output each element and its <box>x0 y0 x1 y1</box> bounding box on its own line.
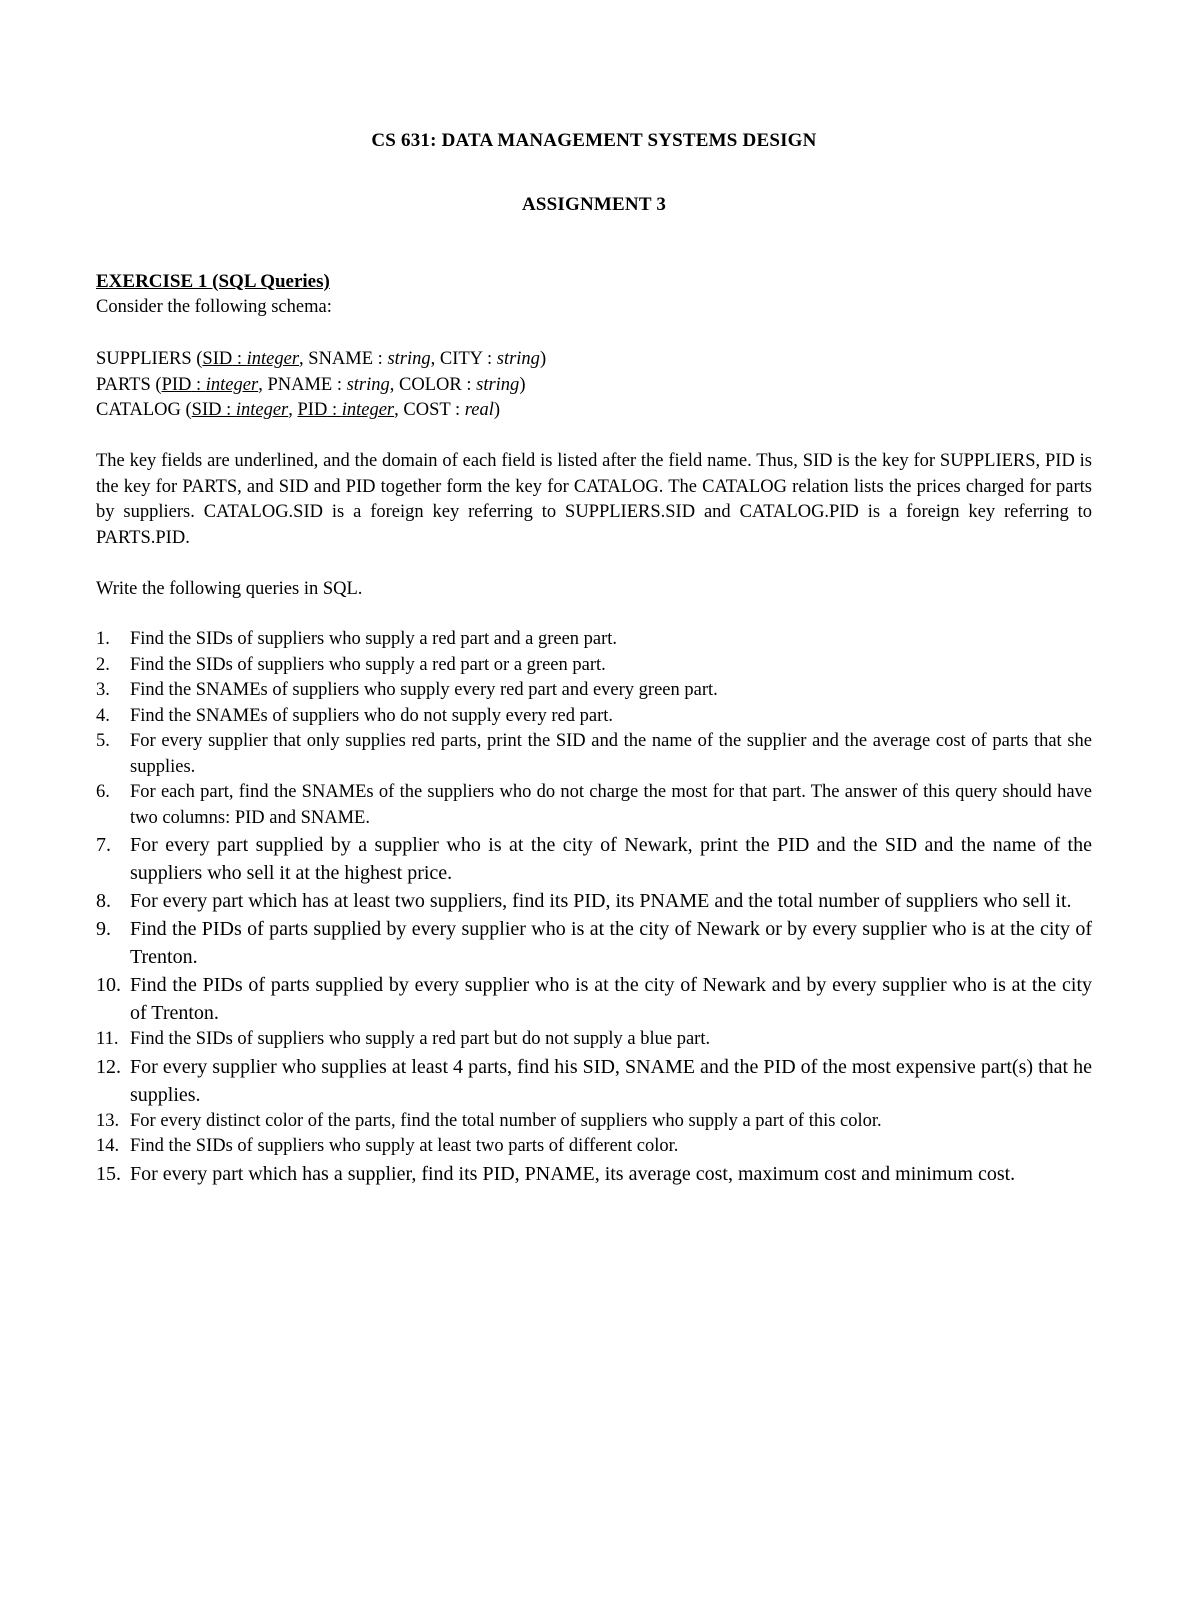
field-name: COLOR <box>399 374 462 395</box>
query-number: 5. <box>96 731 110 751</box>
query-number: 14. <box>96 1136 120 1156</box>
query-number: 4. <box>96 705 110 726</box>
query-item <box>96 971 1092 1027</box>
field-type: string <box>496 349 540 369</box>
query-item <box>96 831 1092 887</box>
query-number: 15. <box>96 1162 121 1185</box>
query-text: For every supplier that only supplies red parts, print the SID and the name of the supplier and the average cost of parts that she supplies. <box>130 731 1092 777</box>
query-number: 7. <box>96 834 111 856</box>
exercise-heading: EXERCISE 1 (SQL Queries) <box>96 271 330 292</box>
field-name: PID <box>161 374 192 395</box>
key-field: SID : integer <box>191 400 289 420</box>
assignment-title: ASSIGNMENT 3 <box>521 194 667 215</box>
query-text: Find the SNAMEs of suppliers who supply every red part and every green part. <box>130 680 718 700</box>
query-item <box>96 704 1092 730</box>
schema-intro: Consider the following schema: <box>96 297 332 317</box>
relation-name: SUPPLIERS <box>96 349 192 369</box>
query-number: 6. <box>96 782 110 802</box>
query-item <box>96 915 1092 971</box>
field-name: COST <box>403 400 451 420</box>
query-item <box>96 729 1092 780</box>
query-text: Find the PIDs of parts supplied by every supplier who is at the city of Newark or by every supplier who is at the city of Trenton. <box>130 918 1092 968</box>
schema-field: SNAME : string <box>308 349 431 369</box>
query-text: For each part, find the SNAMEs of the suppliers who do not charge the most for that part. The answer of this query should have two columns: PID and SNAME. <box>130 782 1092 828</box>
field-name: CITY <box>439 349 483 369</box>
query-number: 3. <box>96 680 110 700</box>
schema-relation: PARTS (PID : integer, PNAME : string, COLOR : string) <box>96 374 526 395</box>
field-type: integer <box>205 374 259 395</box>
key-field: PID : integer <box>297 400 395 420</box>
field-type: integer <box>341 400 395 420</box>
relation-name: PARTS <box>96 374 151 395</box>
query-item <box>96 1160 1092 1188</box>
field-type: string <box>387 349 431 369</box>
query-list <box>96 627 1092 1188</box>
query-text: Find the SIDs of suppliers who supply a red part but do not supply a blue part. <box>130 1029 711 1049</box>
query-number: 13. <box>96 1110 120 1131</box>
schema-relation: SUPPLIERS (SID : integer, SNAME : string, CITY : string) <box>96 349 547 369</box>
field-name: SNAME <box>308 349 374 369</box>
relation-name: CATALOG <box>96 400 181 420</box>
schema-description: The key fields are underlined, and the domain of each field is listed after the field name. Thus, SID is the key for SUPPLIERS, PID is the key for PARTS, and SID and PID together form the key for CATALOG. The CATALOG relation lists the prices charged for parts by suppliers. CATALOG.SID is a foreign key referring to SUPPLIERS.SID and CATALOG.PID is a foreign key referring to PARTS.PID. <box>96 451 1092 548</box>
schema-field: PNAME : string <box>267 374 390 395</box>
query-item <box>96 1053 1092 1109</box>
field-type: real <box>464 400 494 420</box>
query-text: For every supplier who supplies at least 4 parts, find his SID, SNAME and the PID of the most expensive part(s) that he supplies. <box>130 1055 1092 1106</box>
query-text: For every distinct color of the parts, find the total number of suppliers who supply a part of this color. <box>130 1110 882 1131</box>
query-number: 12. <box>96 1055 121 1078</box>
query-text: For every part which has at least two suppliers, find its PID, its PNAME and the total number of suppliers who sell it. <box>130 890 1072 912</box>
query-number: 2. <box>96 654 110 675</box>
query-item <box>96 1109 1092 1135</box>
field-type: integer <box>246 349 300 369</box>
schema-field: CITY : string <box>439 349 540 369</box>
query-item <box>96 887 1092 915</box>
key-field: SID : integer <box>202 349 300 369</box>
query-item <box>96 1134 1092 1160</box>
query-text: Find the SNAMEs of suppliers who do not supply every red part. <box>130 705 614 726</box>
query-number: 1. <box>96 629 110 649</box>
field-type: integer <box>235 400 289 420</box>
schema-field: COLOR : string <box>399 374 520 395</box>
field-name: SID <box>191 400 222 420</box>
key-field: PID : integer <box>161 374 259 395</box>
query-number: 10. <box>96 974 121 996</box>
query-item <box>96 1027 1092 1053</box>
query-number: 11. <box>96 1029 119 1049</box>
field-type: string <box>346 374 390 395</box>
query-text: For every part supplied by a supplier who is at the city of Newark, print the PID and the SID and the name of the suppliers who sell it at the highest price. <box>130 834 1092 884</box>
query-number: 8. <box>96 890 111 912</box>
query-text: Find the SIDs of suppliers who supply a red part and a green part. <box>130 629 618 649</box>
query-item <box>96 780 1092 831</box>
query-item <box>96 653 1092 679</box>
query-item <box>96 678 1092 704</box>
field-name: PID <box>297 400 328 420</box>
document-title: CS 631: DATA MANAGEMENT SYSTEMS DESIGN <box>371 130 817 151</box>
query-text: Find the PIDs of parts supplied by every supplier who is at the city of Newark and by every supplier who is at the city of Trenton. <box>130 974 1092 1024</box>
query-text: Find the SIDs of suppliers who supply at least two parts of different color. <box>130 1136 679 1156</box>
query-item <box>96 627 1092 653</box>
field-type: string <box>476 374 520 395</box>
schema-block <box>96 347 546 424</box>
schema-relation: CATALOG (SID : integer, PID : integer, COST : real) <box>96 400 501 420</box>
query-text: For every part which has a supplier, find its PID, PNAME, its average cost, maximum cost and minimum cost. <box>130 1162 1016 1185</box>
schema-field: COST : real <box>403 400 494 420</box>
query-text: Find the SIDs of suppliers who supply a red part or a green part. <box>130 654 606 675</box>
field-name: PNAME <box>267 374 333 395</box>
instruction: Write the following queries in SQL. <box>96 579 363 599</box>
document-page <box>96 0 1092 1602</box>
field-name: SID <box>202 349 233 369</box>
query-number: 9. <box>96 918 111 940</box>
